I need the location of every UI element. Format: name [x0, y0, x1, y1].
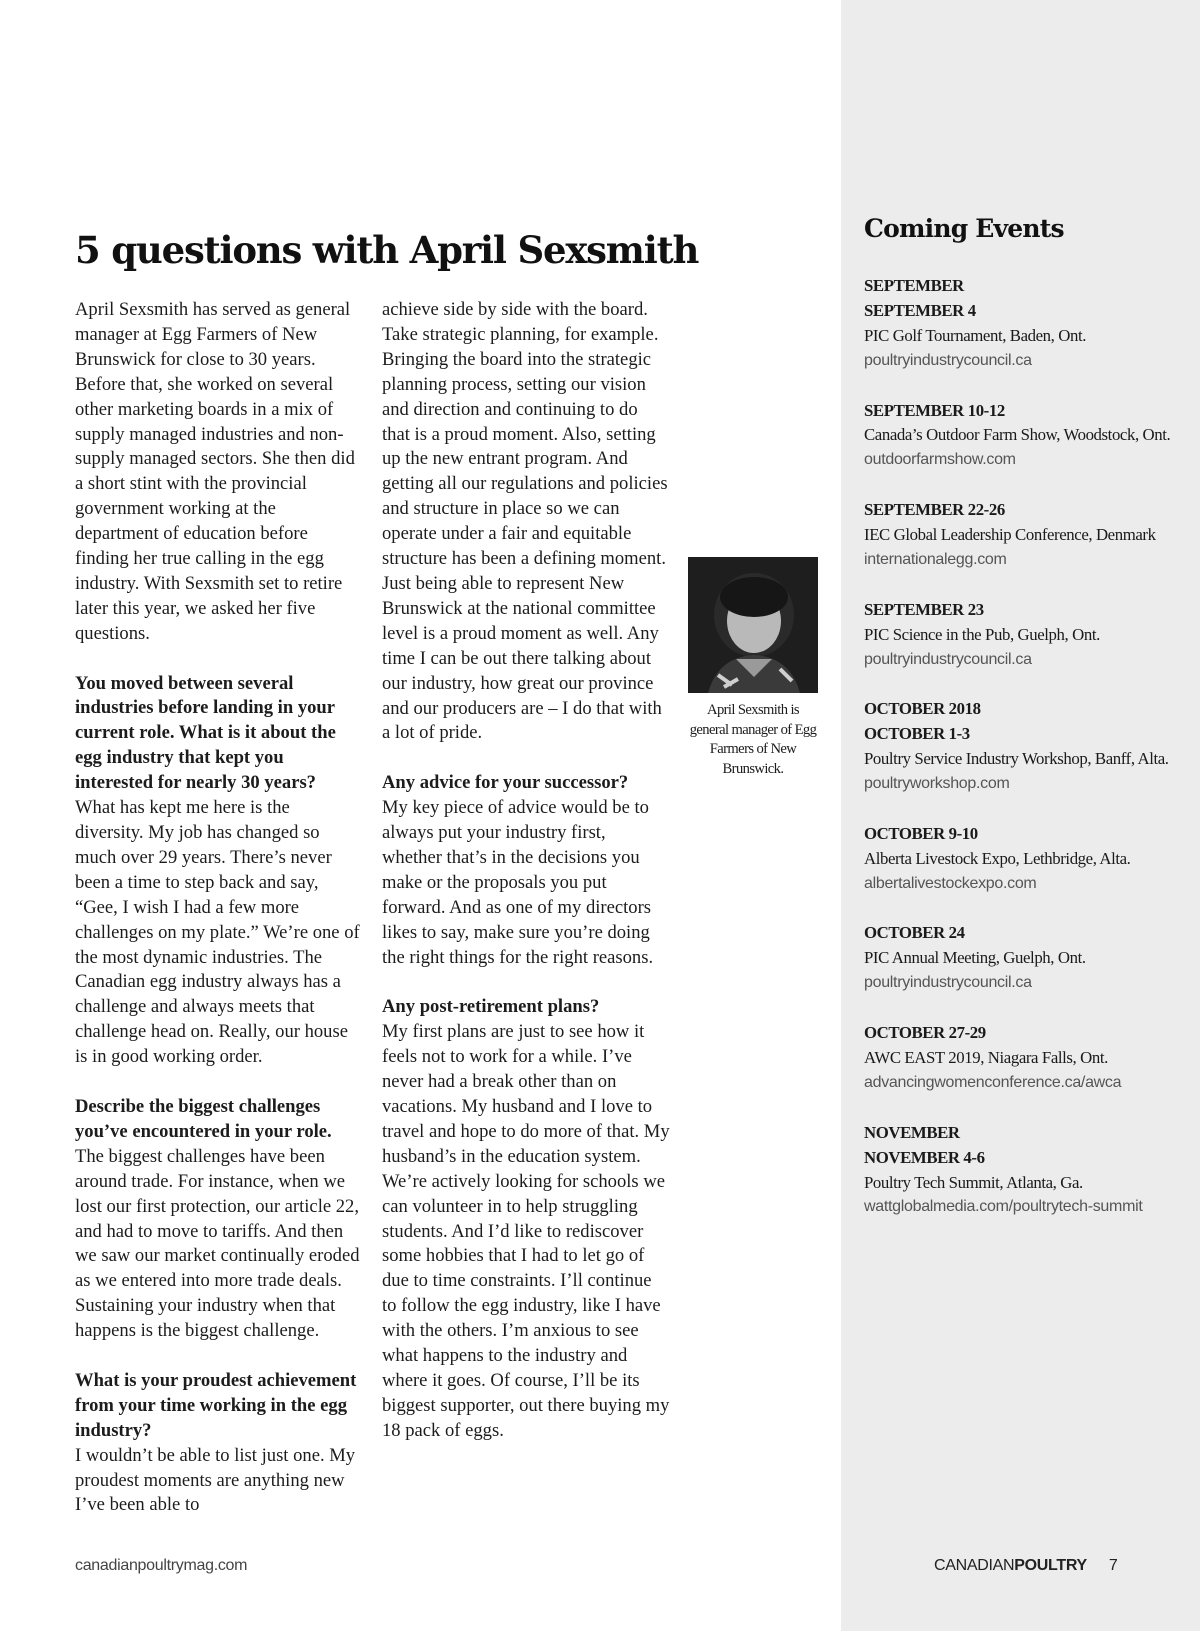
event-item: [864, 921, 1194, 996]
interview-question: Any post-retirement plans?: [382, 996, 600, 1018]
event-item: [864, 399, 1194, 474]
portrait-caption: April Sexsmith is general manager of Egg Farmers of New Brunswick.: [689, 702, 817, 777]
event-month-heading: SEPTEMBER: [864, 276, 964, 295]
article-paragraph: My key piece of advice would be to always put your industry first, whether that’s in the decisions you make or the proposals you put forward. And as one of my directors likes to say, make sure you’re doing the right things for the right reasons.: [382, 797, 654, 968]
article-paragraph: April Sexsmith has served as general manager at Egg Farmers of New Brunswick for close to 30 years. Before that, she worked on several other marketing boards in a mix of supply managed industries and non-supply managed sectors. She then did a short stint with the provincial government working at the department of education before finding her true calling in the egg industry. With Sexsmith set to retire later this year, we asked her five questions.: [75, 299, 355, 644]
article-paragraph: What has kept me here is the diversity. My job has changed so much over 29 years. There’s never been a time to step back and say, “Gee, I wish I had a few more challenges on my plate.” We’re one of the most dynamic industries. The Canadian egg industry always has a challenge and always meets that challenge head on. Really, our house is in good working order.: [75, 797, 360, 1068]
event-name: PIC Golf Tournament, Baden, Ont.: [864, 325, 1087, 345]
event-link[interactable]: advancingwomenconference.ca/awca: [864, 1073, 1122, 1091]
article-column-1: [75, 298, 360, 1518]
event-name: Canada’s Outdoor Farm Show, Woodstock, Ont.: [864, 425, 1171, 445]
events-title: Coming Events: [864, 214, 1064, 243]
event-name: PIC Annual Meeting, Guelph, Ont.: [864, 948, 1086, 968]
portrait-image-icon: [688, 557, 818, 693]
footer-site: canadianpoultrymag.com: [75, 1557, 248, 1574]
event-link[interactable]: poultryindustrycouncil.ca: [864, 974, 1032, 992]
event-item: [864, 274, 1194, 374]
event-link[interactable]: poultryworkshop.com: [864, 775, 1010, 793]
event-link[interactable]: outdoorfarmshow.com: [864, 451, 1016, 469]
article-paragraph: achieve side by side with the board. Take strategic planning, for example. Bringing the board into the strategic planning process, setting our vision and direction and continuing to do that is a proud moment. Also, setting up the new entrant program. And getting all our regulations and policies and structure in place so we can operate under a fair and equitable structure has been a defining moment. Just being able to represent New Brunswick at the national committee level is a proud moment as well. Any time I can be out there talking about our industry, how great our province and our producers are – I do that with a lot of pride.: [382, 299, 668, 744]
article-column-2: [382, 298, 670, 1444]
event-link[interactable]: poultryindustrycouncil.ca: [864, 650, 1032, 668]
event-item: [864, 1021, 1194, 1096]
footer-brand: [934, 1557, 1117, 1575]
event-item: [864, 697, 1194, 797]
event-name: Alberta Livestock Expo, Lethbridge, Alta.: [864, 848, 1131, 868]
event-name: IEC Global Leadership Conference, Denmark: [864, 525, 1156, 545]
brand-bold: POULTRY: [1014, 1557, 1087, 1574]
event-link[interactable]: internationalegg.com: [864, 550, 1007, 568]
event-name: PIC Science in the Pub, Guelph, Ont.: [864, 624, 1100, 644]
event-date: SEPTEMBER 4: [864, 300, 976, 320]
event-item: [864, 822, 1194, 897]
brand-light: CANADIAN: [934, 1557, 1015, 1574]
event-name: Poultry Tech Summit, Atlanta, Ga.: [864, 1172, 1083, 1192]
event-item: [864, 498, 1194, 573]
event-month-heading: OCTOBER 2018: [864, 699, 981, 719]
event-link[interactable]: poultryindustrycouncil.ca: [864, 351, 1032, 369]
interview-question: Any advice for your successor?: [382, 772, 629, 794]
article-title: 5 questions with April Sexsmith: [75, 228, 699, 272]
event-date: SEPTEMBER 22-26: [864, 500, 1005, 520]
event-name: Poultry Service Industry Workshop, Banff, Alta.: [864, 749, 1169, 769]
event-date: OCTOBER 9-10: [864, 823, 978, 843]
event-date: OCTOBER 27-29: [864, 1023, 986, 1043]
event-date: NOVEMBER 4-6: [864, 1147, 985, 1167]
event-date: OCTOBER 24: [864, 923, 965, 943]
event-link[interactable]: albertalivestockexpo.com: [864, 874, 1037, 892]
event-date: OCTOBER 1-3: [864, 724, 970, 744]
article-paragraph: My first plans are just to see how it feels not to work for a while. I’ve never had a break other than on vacations. My husband and I love to travel and hope to do more of that. My husband’s in the education system. We’re actively looking for schools we can volunteer in to help struggling students. And I’d like to rediscover some hobbies that I had to let go of due to time constraints. I’ll continue to follow the egg industry, like I have with the others. I’m anxious to see what happens to the industry and where it goes. Of course, I’ll be its biggest supporter, out there buying my 18 pack of eggs.: [382, 1021, 670, 1441]
article-paragraph: I wouldn’t be able to list just one. My proudest moments are anything new I’ve been able to: [75, 1444, 356, 1516]
events-list: [864, 274, 1194, 1245]
event-item: [864, 598, 1194, 673]
event-date: SEPTEMBER 23: [864, 599, 984, 619]
event-date: SEPTEMBER 10-12: [864, 400, 1005, 420]
portrait-photo: [688, 557, 818, 693]
event-link[interactable]: wattglobalmedia.com/poultrytech-summit: [864, 1198, 1143, 1216]
interview-question: What is your proudest achievement from your time working in the egg industry?: [75, 1369, 357, 1441]
event-month-heading: NOVEMBER: [864, 1122, 960, 1142]
event-item: [864, 1121, 1194, 1221]
event-name: AWC EAST 2019, Niagara Falls, Ont.: [864, 1047, 1108, 1067]
page-number: 7: [1108, 1557, 1118, 1574]
interview-question: Describe the biggest challenges you’ve encountered in your role.: [75, 1095, 332, 1142]
portrait-figure: [688, 557, 818, 779]
interview-question: You moved between several industries before landing in your current role. What is it about the egg industry that kept you interested for nearly 30 years?: [75, 672, 336, 794]
article-paragraph: The biggest challenges have been around trade. For instance, when we lost our first protection, our article 22, and had to move to tariffs. And then we saw our market continually eroded as we entered into more trade deals. Sustaining your industry when that happens is the biggest challenge.: [75, 1145, 360, 1342]
